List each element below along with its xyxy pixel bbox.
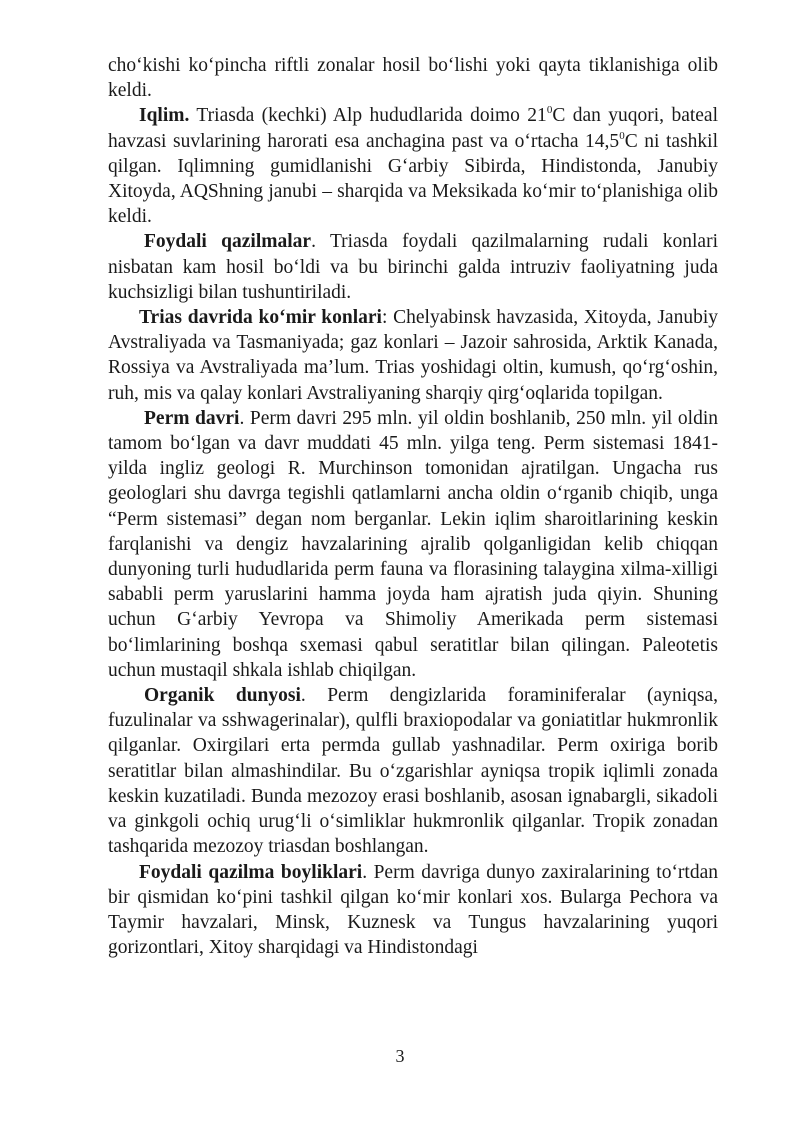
section-heading-mineral-resources: Foydali qazilma boyliklari bbox=[139, 861, 363, 883]
paragraph-text: . Perm dengizlarida foraminiferalar (ayniqsa, fuzulinalar va sshwagerinalar), qulfli braxiopodalar va goniatitlar hukmronlik qilganlar. Oxirgilari erta permda gullab yashnadilar. Perm oxiriga borib seratitlar bilan almashindilar. Bu o‘zgarishlar ayniqsa tropik iqlimli zonada keskin kuzatiladi. Bunda mezozoy erasi boshlanib, asosan ignabargli, sikadoli va ginkgoli ochiq urug‘li o‘simliklar hukmronlik qilganlar. Tropik zonadan tashqarida mezozoy triasdan boshlangan. bbox=[108, 685, 718, 858]
paragraph-text: . Perm davriga dunyo zaxiralarining to‘rtdan bir qismidan ko‘pini tashkil qilgan ko‘mir konlari xos. Bularga Pechora va Taymir havzalari, Minsk, Kuznesk va Tungus havzalarining yuqori gorizontlari, Xitoy sharqidagi va Hindistondagi bbox=[108, 861, 719, 959]
section-heading-organic-world: Organik dunyosi bbox=[144, 685, 301, 707]
paragraph-text: C ni tashkil qilgan. Iqlimning gumidlanishi G‘arbiy Sibirda, Hindistonda, Janubiy Xitoyda, AQShning janubi – sharqida va Meksikada ko‘mir to‘planishiga olib keldi. bbox=[108, 130, 719, 228]
page-number: 3 bbox=[395, 1046, 405, 1066]
paragraph-perm-period bbox=[108, 406, 718, 683]
section-heading-climate: Iqlim. bbox=[139, 105, 190, 127]
paragraph-text: . Triasda foydali qazilmalarning rudali konlari nisbatan kam hosil bo‘ldi va bu birinchi galda intruziv faoliyatning juda kuchsizligi bilan tushuntiriladi. bbox=[108, 231, 718, 303]
section-heading-minerals: Foydali qazilmalar bbox=[144, 231, 312, 253]
paragraph-continued bbox=[108, 53, 718, 103]
paragraph-text: . Perm davri 295 mln. yil oldin boshlanib, 250 mln. yil oldin tamom bo‘lgan va davr muddati 45 mln. yilga teng. Perm sistemasi 1841-yilda ingliz geologi R. Murchinson tomonidan ajratilgan. Ungacha rus geologlari shu davrga tegishli qatlamlarni ancha oldin o‘rganib chiqib, unga “Perm sistemasi” degan nom berganlar. Lekin iqlim sharoitlarining keskin farqlanishi va dengiz havzalarining ajralib qolganligidan kelib chiqqan dunyoning turli hududlarida perm fauna va florasining talaygina xilma-xilligi sababli perm yaruslarini hamma joyda ham ajratish juda qiyin. Shuning uchun G‘arbiy Yevropa va Shimoliy Amerikada perm sistemasi bo‘limlarining boshqa sxemasi qabul seratitlar bilan qilingan. Paleotetis uchun mustaqil shkala ishlab chiqilgan. bbox=[108, 407, 718, 681]
paragraph-minerals bbox=[108, 229, 718, 305]
degree-superscript: 0 bbox=[546, 104, 553, 117]
paragraph-text: C dan yuqori, bateal havzasi suvlarining harorati esa anchagina past va o‘rtacha 14,5 bbox=[108, 105, 718, 152]
document-page bbox=[108, 53, 718, 960]
section-heading-perm-period: Perm davri bbox=[144, 407, 240, 429]
paragraph-text: cho‘kishi ko‘pincha riftli zonalar hosil bo‘lishi yoki qayta tiklanishiga olib keldi. bbox=[108, 55, 718, 102]
paragraph-mineral-resources bbox=[108, 860, 718, 961]
paragraph-organic-world bbox=[108, 683, 718, 859]
paragraph-climate bbox=[108, 103, 718, 229]
degree-superscript: 0 bbox=[619, 129, 625, 142]
paragraph-text: Triasda (kechki) Alp hududlarida doimo 21 bbox=[189, 105, 547, 127]
paragraph-text: : Chelyabinsk havzasida, Xitoyda, Janubiy Avstraliyada va Tasmaniyada; gaz konlari – Jazoir sahrosida, Arktik Kanada, Rossiya va Avstraliyada ma’lum. Trias yoshidagi oltin, kumush, qo‘rg‘oshin, ruh, mis va qalay konlari Avstraliyaning sharqiy qirg‘oqlarida topilgan. bbox=[108, 307, 718, 404]
section-heading-coal-deposits: Trias davrida ko‘mir konlari bbox=[139, 307, 382, 329]
paragraph-coal-deposits bbox=[108, 305, 718, 406]
